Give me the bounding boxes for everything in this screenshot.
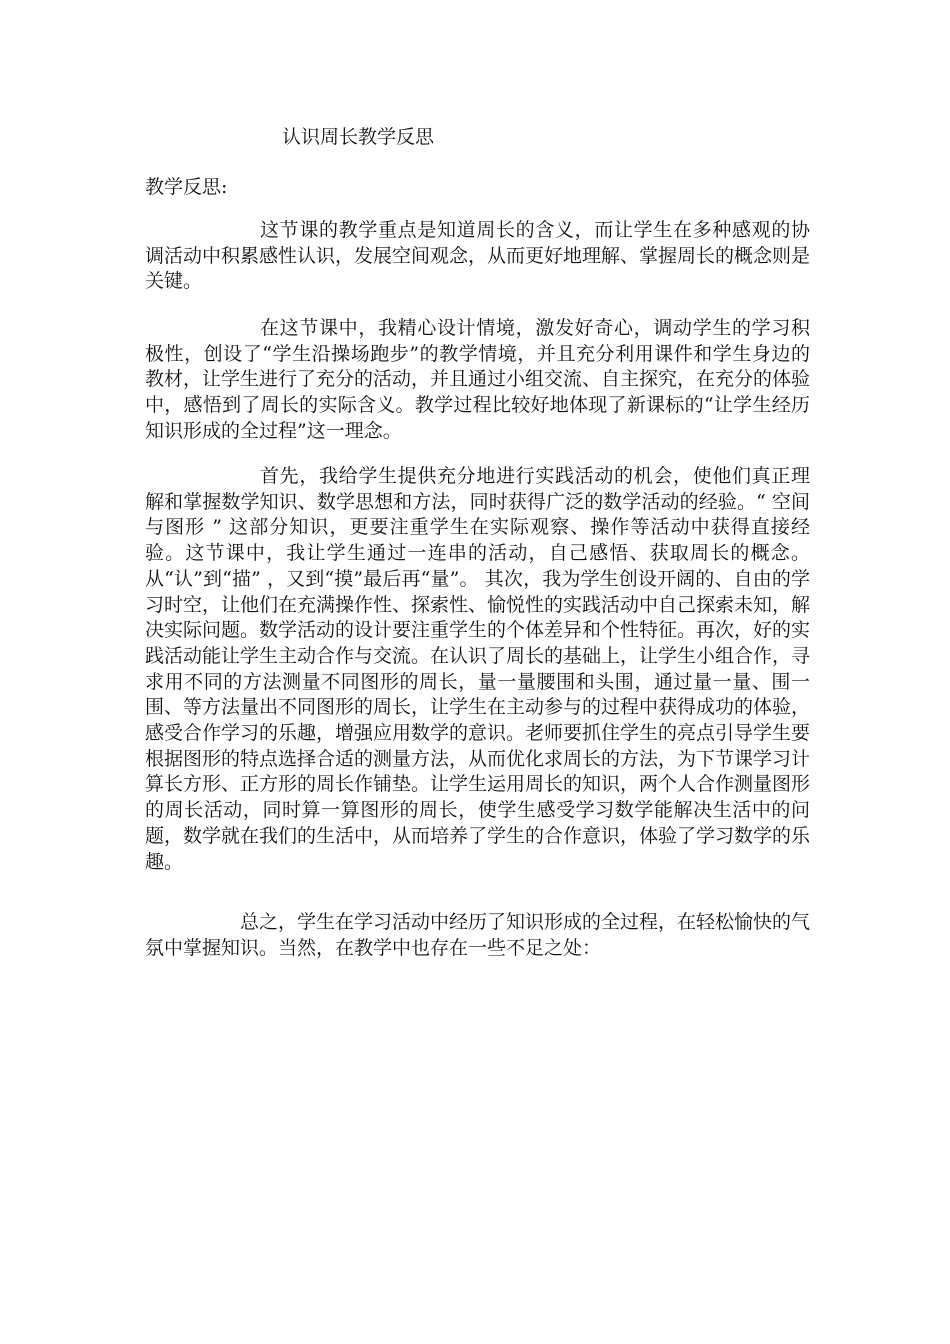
paragraph-summary: 总之，学生在学习活动中经历了知识形成的全过程，在轻松愉快的气氛中掌握知识。当然，在教学中也存在一些不足之处： (145, 911, 811, 959)
paragraph-teaching-focus: 这节课的教学重点是知道周长的含义，而让学生在多种感观的协调活动中积累感性认识，发展空间观念，从而更好地理解、掌握周长的概念则是关键。 (145, 219, 811, 293)
paragraph-lesson-design: 在这节课中，我精心设计情境，激发好奇心，调动学生的学习积极性，创设了“学生沿操场跑步”的教学情境，并且充分利用课件和学生身边的教材，让学生进行了充分的活动，并且通过小组交流、自主探究，在充分的体验中，感悟到了周长的实际含义。教学过程比较好地体现了新课标的“让学生经历知识形成的全过程”这一理念。 (145, 317, 811, 442)
paragraph-practice-activities: 首先，我给学生提供充分地进行实践活动的机会，使他们真正理解和掌握数学知识、数学思想和方法，同时获得广泛的数学活动的经验。“ 空间与图形 ” 这部分知识，更要注重学生在实际观察、操作等活动中获得直接经验。这节课中，我让学生通过一连串的活动，自己感悟、获取周长的概念。从“认”到“描” ，又到“摸”最后再“量”。 其次，我为学生创设开阔的、自由的学习时空，让他们在充满操作性、探索性、愉悦性的实践活动中自己探索未知，解决实际问题。数学活动的设计要注重学生的个体差异和个性特征。再次，好的实践活动能让学生主动合作与交流。在认识了周长的基础上，让学生小组合作，寻求用不同的方法测量不同图形的周长，量一量腰围和头围，通过量一量、围一围、等方法量出不同图形的周长，让学生在主动参与的过程中获得成功的体验，感受合作学习的乐趣，增强应用数学的意识。老师要抓住学生的亮点引导学生要根据图形的特点选择合适的测量方法，从而优化求周长的方法，为下节课学习计算长方形、正方形的周长作铺垫。让学生运用周长的知识，两个人合作测量图形的周长活动，同时算一算图形的周长，使学生感受学习数学能解决生活中的问题，数学就在我们的生活中，从而培养了学生的合作意识，体验了学习数学的乐趣。 (145, 465, 811, 873)
document-title: 认识周长教学反思 (282, 126, 435, 148)
section-label: 教学反思: (145, 176, 228, 198)
